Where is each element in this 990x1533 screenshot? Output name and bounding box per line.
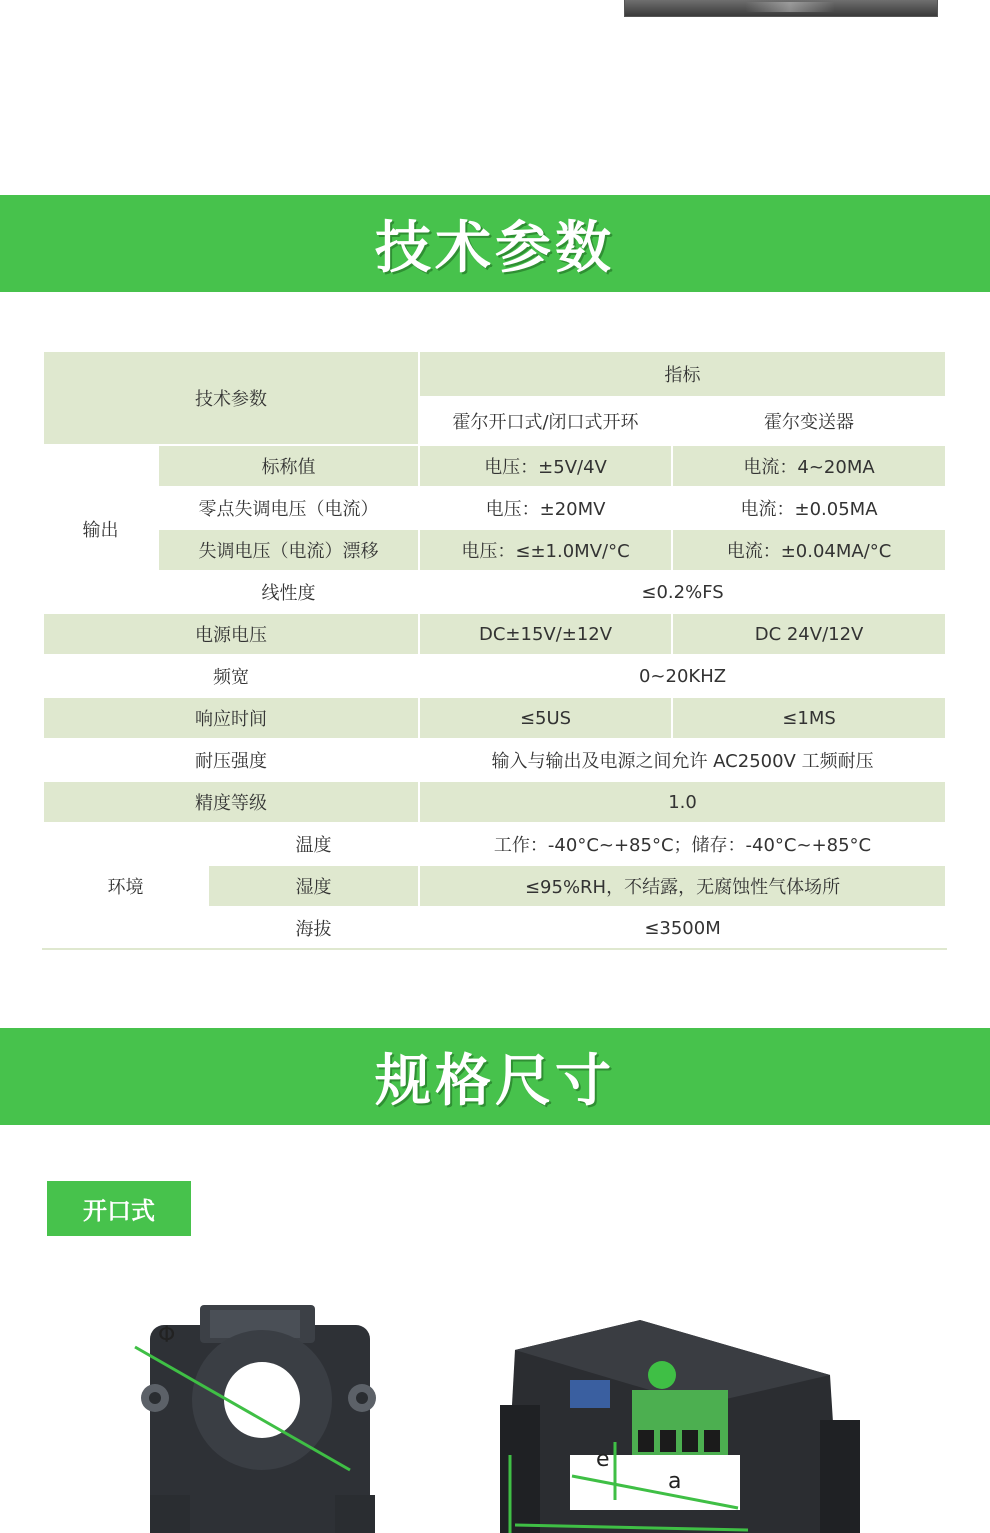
header-param: 技术参数 — [43, 351, 419, 445]
top-product-photo — [624, 0, 938, 17]
row-label: 电源电压 — [43, 613, 419, 655]
row-cell: 电压：±5V/4V — [419, 445, 672, 487]
row-cell: ≤5US — [419, 697, 672, 739]
row-cell: DC±15V/±12V — [419, 613, 672, 655]
row-cell: 输入与输出及电源之间允许 AC2500V 工频耐压 — [419, 739, 946, 781]
row-cell: 1.0 — [419, 781, 946, 823]
size-spec-title: 规格尺寸 — [375, 1048, 615, 1114]
header-index: 指标 — [419, 351, 946, 397]
row-cell: ≤3500M — [419, 907, 946, 949]
row-cell: ≤1MS — [672, 697, 946, 739]
e-label: e — [596, 1447, 610, 1472]
row-label: 耐压强度 — [43, 739, 419, 781]
phi-label: Φ — [158, 1323, 176, 1348]
row-label: 标称值 — [158, 445, 419, 487]
row-cell: 电流：±0.05MA — [672, 487, 946, 529]
row-cell: 电压：≤±1.0MV/°C — [419, 529, 672, 571]
output-group-label: 输出 — [43, 445, 158, 613]
row-cell: 0~20KHZ — [419, 655, 946, 697]
size-spec-banner — [0, 1028, 990, 1125]
header-col2: 霍尔变送器 — [672, 397, 946, 445]
row-cell: ≤95%RH，不结露，无腐蚀性气体场所 — [419, 865, 946, 907]
header-col1: 霍尔开口式/闭口式开环 — [419, 397, 672, 445]
row-label: 温度 — [208, 823, 419, 865]
row-cell: 工作：-40°C~+85°C；储存：-40°C~+85°C — [419, 823, 946, 865]
row-label: 海拔 — [208, 907, 419, 949]
row-label: 响应时间 — [43, 697, 419, 739]
row-label: 频宽 — [43, 655, 419, 697]
row-cell: 电压：±20MV — [419, 487, 672, 529]
row-label: 精度等级 — [43, 781, 419, 823]
spec-table — [42, 350, 947, 950]
product-dimension-diagrams — [0, 1280, 990, 1533]
row-label: 零点失调电压（电流） — [158, 487, 419, 529]
env-group-label: 环境 — [43, 823, 208, 949]
row-label: 湿度 — [208, 865, 419, 907]
box-sensor-illustration — [500, 1320, 860, 1533]
row-cell: ≤0.2%FS — [419, 571, 946, 613]
a-label: a — [668, 1469, 682, 1494]
row-label: 线性度 — [158, 571, 419, 613]
row-cell: 电流：4~20MA — [672, 445, 946, 487]
open-type-tag: 开口式 — [47, 1181, 191, 1236]
row-cell: 电流：±0.04MA/°C — [672, 529, 946, 571]
row-label: 失调电压（电流）漂移 — [158, 529, 419, 571]
tech-params-title: 技术参数 — [375, 215, 615, 281]
row-cell: DC 24V/12V — [672, 613, 946, 655]
tech-params-banner — [0, 195, 990, 292]
